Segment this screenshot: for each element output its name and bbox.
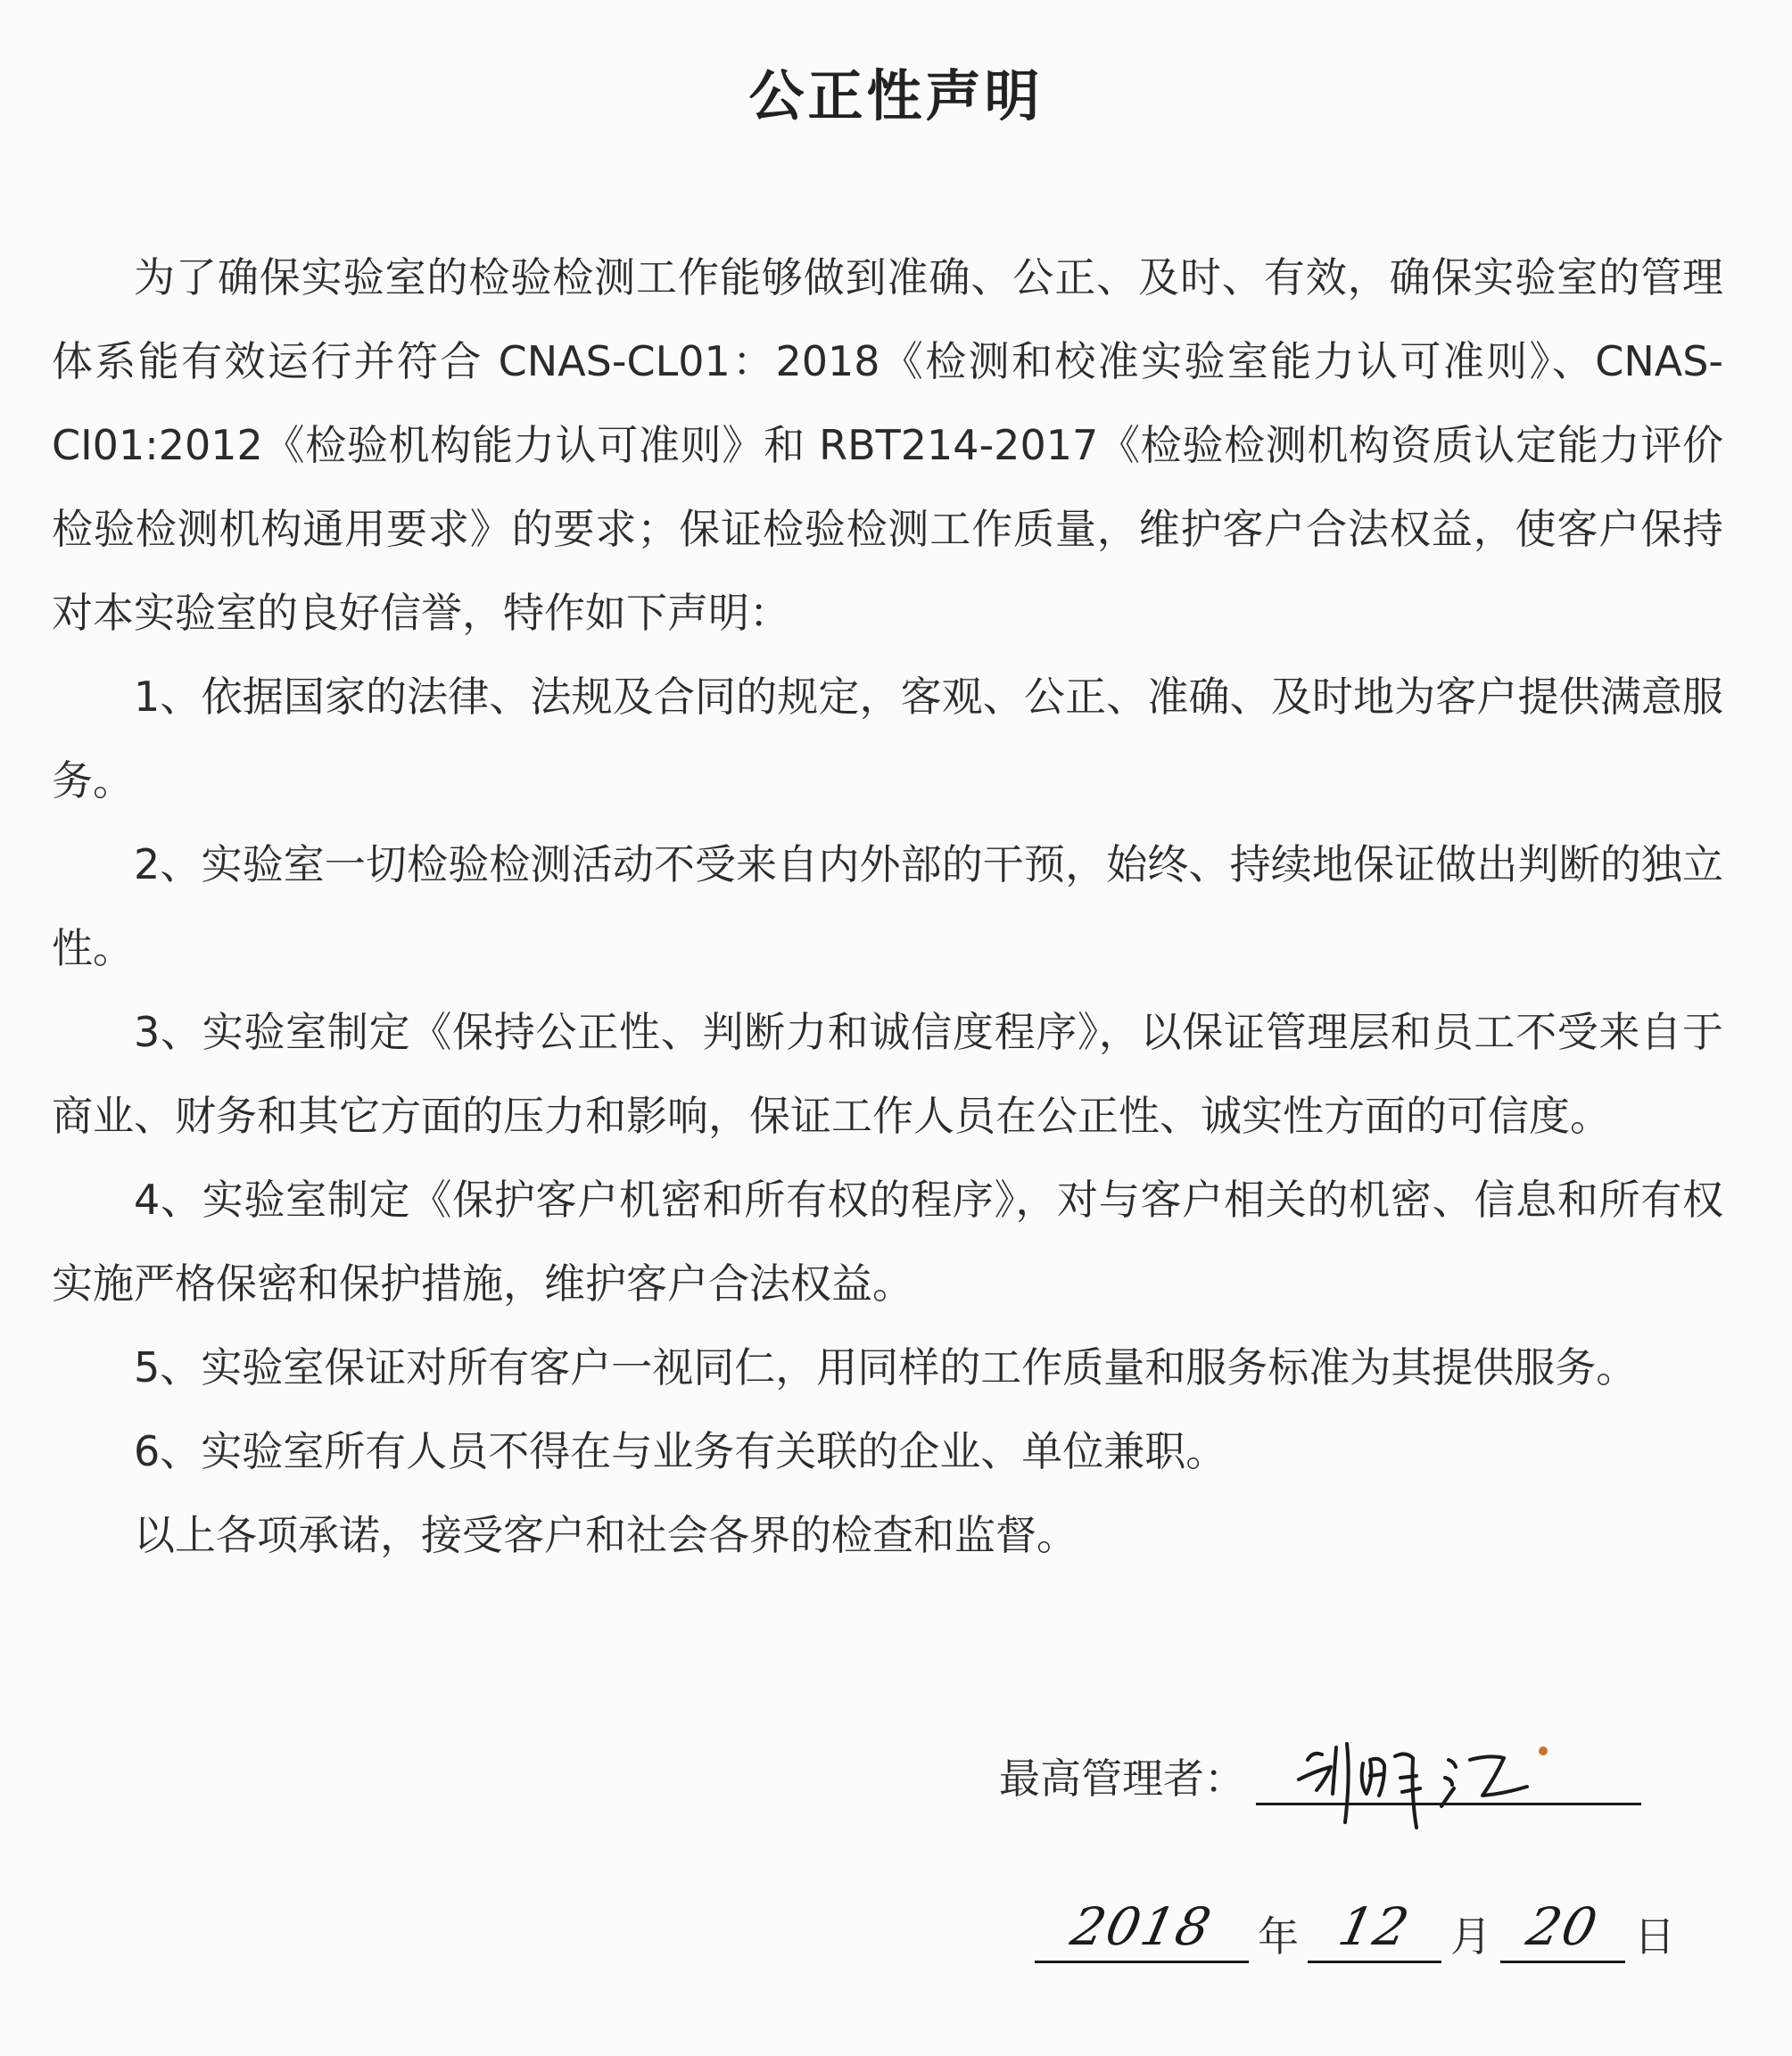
signature-block (999, 1746, 1641, 1805)
signature-line (1256, 1753, 1641, 1805)
date-year-unit: 年 (1258, 1912, 1299, 1961)
closing-paragraph: 以上各项承诺，接受客户和社会各界的检查和监督。 (134, 1511, 1078, 1559)
date-day-field (1500, 1896, 1625, 1963)
statement-item-2: 2、实验室一切检验检测活动不受来自内外部的干预，始终、持续地保证做出判断的独立性。 (52, 840, 1723, 972)
statement-item-3: 3、实验室制定《保持公正性、判断力和诚信度程序》，以保证管理层和员工不受来自于商业、财务和其它方面的压力和影响，保证工作人员在公正性、诚实性方面的可信度。 (52, 1008, 1723, 1140)
date-month-field (1308, 1896, 1441, 1963)
date-month-value: 12 (1333, 1896, 1416, 1957)
signer-label: 最高管理者： (999, 1755, 1245, 1803)
document-title: 公正性声明 (748, 63, 1044, 128)
statement-item-1: 1、依据国家的法律、法规及合同的规定，客观、公正、准确、及时地为客户提供满意服务。 (52, 673, 1723, 805)
date-day-unit: 日 (1634, 1912, 1675, 1961)
statement-body (52, 235, 1723, 1577)
intro-paragraph: 为了确保实验室的检验检测工作能够做到准确、公正、及时、有效，确保实验室的管理体系能有效运行并符合 CNAS-CL01：2018《检测和校准实验室能力认可准则》、CNAS-CI01:2012《检验机构能力认可准则》和 RBT214-2017《检验检测机构资质认定能力评价 检验检测机构通用要求》的要求；保证检验检测工作质量，维护客户合法权益，使客户保持对本实验室的良好信誉，特作如下声明： (52, 253, 1723, 637)
date-year-value: 2018 (1065, 1896, 1218, 1957)
date-month-unit: 月 (1450, 1912, 1491, 1961)
date-year-field (1035, 1896, 1249, 1963)
handwritten-signature (1281, 1724, 1566, 1840)
statement-item-6: 6、实验室所有人员不得在与业务有关联的企业、单位兼职。 (134, 1427, 1227, 1475)
date-day-value: 20 (1521, 1896, 1605, 1957)
statement-item-4: 4、实验室制定《保护客户机密和所有权的程序》，对与客户相关的机密、信息和所有权实施严格保密和保护措施，维护客户合法权益。 (52, 1176, 1723, 1308)
statement-item-5: 5、实验室保证对所有客户一视同仁，用同样的工作质量和服务标准为其提供服务。 (134, 1343, 1638, 1391)
date-block (1035, 1896, 1684, 1963)
